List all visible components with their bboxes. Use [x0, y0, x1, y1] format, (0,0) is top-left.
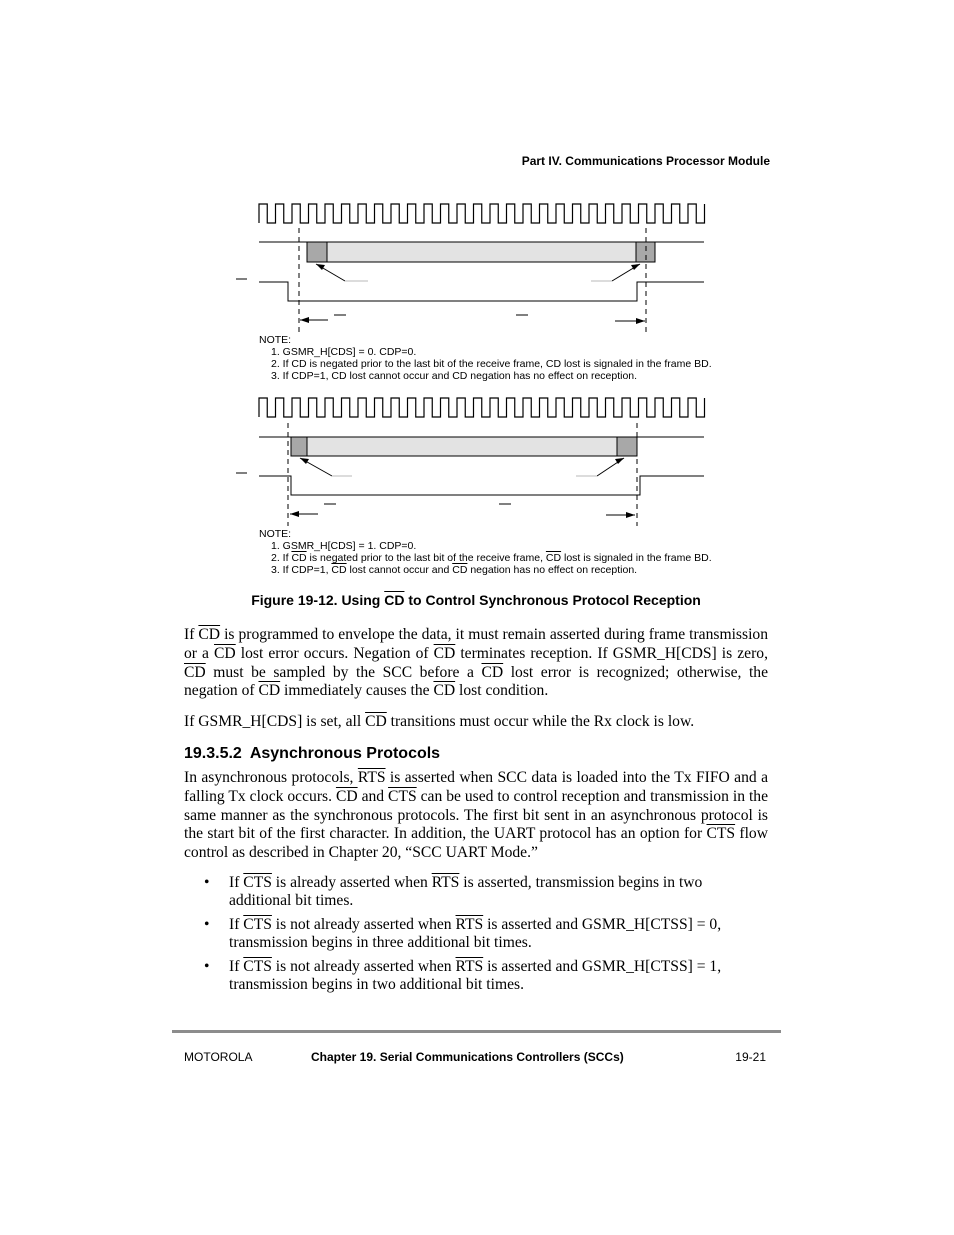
footer-rule	[172, 1030, 781, 1033]
note-title: NOTE:	[259, 528, 292, 540]
note-block-bottom	[259, 528, 712, 576]
bullet-list	[184, 874, 768, 1000]
frame-box	[307, 437, 617, 456]
section-number: 19.3.5.2	[184, 745, 242, 762]
list-item: • If $\overline{CTS}$ is already asserted when $\overline{RTS}$ is asserted, transmission begins in two additional bit times.	[204, 874, 703, 909]
note-item: 3. If CDP=1, $\overline{CD}$ lost cannot occur and $\overline{CD}$ negation has no effect on reception.	[271, 564, 638, 576]
note-item: 1. GSMR_H[CDS] = 1. CDP=0.	[271, 540, 417, 552]
footer-chapter: Chapter 19. Serial Communications Controllers (SCCs)	[311, 1050, 624, 1064]
arrowhead-left	[300, 458, 309, 464]
note-block-top	[259, 334, 712, 382]
body-paragraph: If GSMR_H[CDS] is set, all $\overline{CD}$ transitions must occur while the Rx clock is low.	[184, 713, 695, 730]
first-bit-box	[291, 437, 307, 456]
section-title: Asynchronous Protocols	[249, 745, 441, 762]
list-item: • If $\overline{CTS}$ is not already asserted when $\overline{RTS}$ is asserted and GSMR_H[CTSS] = 1, transmission begins in two additional bit times.	[204, 958, 722, 993]
bullet-icon: •	[204, 958, 210, 975]
time-arrowhead-left	[300, 317, 309, 323]
section-heading	[184, 745, 440, 763]
figure-caption: Figure 19-12. Using $\overline{CD}$ to Control Synchronous Protocol Reception	[251, 592, 701, 608]
footer-page-number: 19-21	[735, 1050, 766, 1064]
timing-diagram-cds0	[236, 204, 705, 332]
note-title: NOTE:	[259, 334, 292, 346]
time-arrowhead-left	[290, 511, 299, 517]
body-paragraph: If $\overline{CD}$ is programmed to envelope the data, it must remain asserted during frame transmission or a $\overline{CD}$ lost error occurs. Negation of $\overline{CD}$ terminates reception. If GSMR_H[CDS] is zero, $\overline{CD}$ must be sampled by the SCC before a $\overline{CD}$ lost error is recognized; otherwise, the negation of $\overline{CD}$ immediately causes the $\overline{CD}$ lost condition.	[184, 626, 768, 700]
note-item: 2. If CD is negated prior to the last bit of the receive frame, CD lost is signaled in the frame BD.	[271, 358, 712, 370]
bullet-icon: •	[204, 916, 210, 933]
rx-clock-waveform	[259, 204, 705, 223]
time-arrowhead-right	[636, 318, 645, 324]
cd-waveform	[259, 282, 704, 301]
running-header: Part IV. Communications Processor Module	[521, 154, 770, 168]
timing-diagram-cds1	[236, 398, 705, 526]
arrowhead-left	[316, 264, 325, 270]
note-item: 3. If CDP=1, CD lost cannot occur and CD negation has no effect on reception.	[271, 370, 638, 382]
bullet-icon: •	[204, 874, 210, 891]
rx-clock-waveform	[259, 398, 705, 417]
time-arrowhead-right	[626, 512, 635, 518]
note-item: 1. GSMR_H[CDS] = 0. CDP=0.	[271, 346, 417, 358]
footer-left: MOTOROLA	[184, 1050, 253, 1064]
frame-box	[327, 242, 636, 262]
body-paragraph: In asynchronous protocols, $\overline{RTS}$ is asserted when SCC data is loaded into the Tx FIFO and a falling Tx clock occurs. $\overline{CD}$ and $\overline{CTS}$ can be used to control reception and transmission in the same manner as the synchronous protocols. The first bit sent in an asynchronous protocol is the start bit of the first character. In addition, the UART protocol has an option for $\overline{CTS}$ flow control as described in Chapter 20, “SCC UART Mode.”	[184, 769, 769, 862]
last-bit-box	[617, 437, 637, 456]
note-item: 2. If $\overline{CD}$ is negated prior to the last bit of the receive frame, $\overline{CD}$ lost is signaled in the frame BD.	[271, 552, 712, 564]
list-item: • If $\overline{CTS}$ is not already asserted when $\overline{RTS}$ is asserted and GSMR_H[CTSS] = 0, transmission begins in three additional bit times.	[204, 916, 722, 951]
first-bit-box	[307, 242, 327, 262]
